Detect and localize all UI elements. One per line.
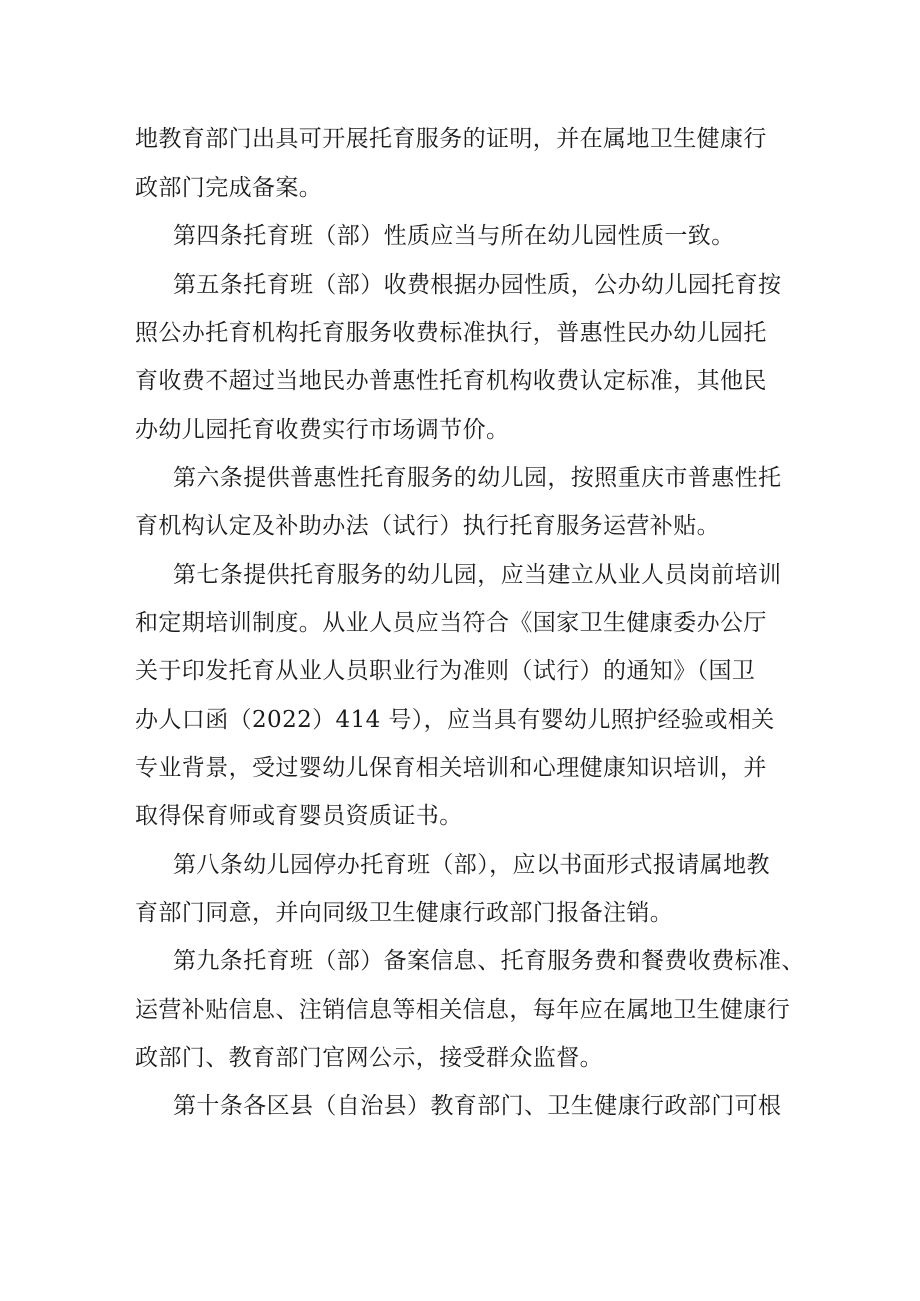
text-line-9: 育机构认定及补助办法（试行）执行托育服务运营补贴。 bbox=[135, 513, 720, 539]
paragraph-article-9: 第九条托育班（部）备案信息、托育服务费和餐费收费标准、 bbox=[173, 948, 805, 974]
text-line-15: 取得保育师或育婴员资质证书。 bbox=[135, 803, 463, 829]
text-line-6: 育收费不超过当地民办普惠性托育机构收费认定标准，其他民 bbox=[135, 368, 767, 394]
text-line-20: 政部门、教育部门官网公示，接受群众监督。 bbox=[135, 1045, 603, 1071]
text-line-17: 育部门同意，并向同级卫生健康行政部门报备注销。 bbox=[135, 900, 674, 926]
text-line-2: 政部门完成备案。 bbox=[135, 175, 323, 201]
paragraph-article-7: 第七条提供托育服务的幼儿园，应当建立从业人员岗前培训 bbox=[173, 562, 782, 588]
paragraph-article-5: 第五条托育班（部）收费根据办园性质，公办幼儿园托育按 bbox=[173, 272, 782, 298]
text-line-7: 办幼儿园托育收费实行市场调节价。 bbox=[135, 417, 510, 443]
text-line-11: 和定期培训制度。从业人员应当符合《国家卫生健康委办公厅 bbox=[135, 610, 767, 636]
paragraph-article-4: 第四条托育班（部）性质应当与所在幼儿园性质一致。 bbox=[173, 223, 735, 249]
text-line-1: 地教育部门出具可开展托育服务的证明，并在属地卫生健康行 bbox=[135, 126, 767, 152]
text-line-14: 专业背景，受过婴幼儿保育相关培训和心理健康知识培训，并 bbox=[135, 755, 767, 781]
paragraph-article-8: 第八条幼儿园停办托育班（部），应以书面形式报请属地教 bbox=[173, 852, 770, 878]
text-line-12: 关于印发托育从业人员职业行为准则（试行）的通知》（国卫 bbox=[135, 658, 756, 684]
paragraph-article-10: 第十条各区县（自治县）教育部门、卫生健康行政部门可根 bbox=[173, 1093, 782, 1119]
text-line-19: 运营补贴信息、注销信息等相关信息，每年应在属地卫生健康行 bbox=[135, 997, 791, 1023]
paragraph-article-6: 第六条提供普惠性托育服务的幼儿园，按照重庆市普惠性托 bbox=[173, 465, 782, 491]
text-line-5: 照公办托育机构托育服务收费标准执行，普惠性民办幼儿园托 bbox=[135, 320, 767, 346]
text-line-13: 办人口函（2022）414 号），应当具有婴幼儿照护经验或相关 bbox=[135, 707, 775, 733]
